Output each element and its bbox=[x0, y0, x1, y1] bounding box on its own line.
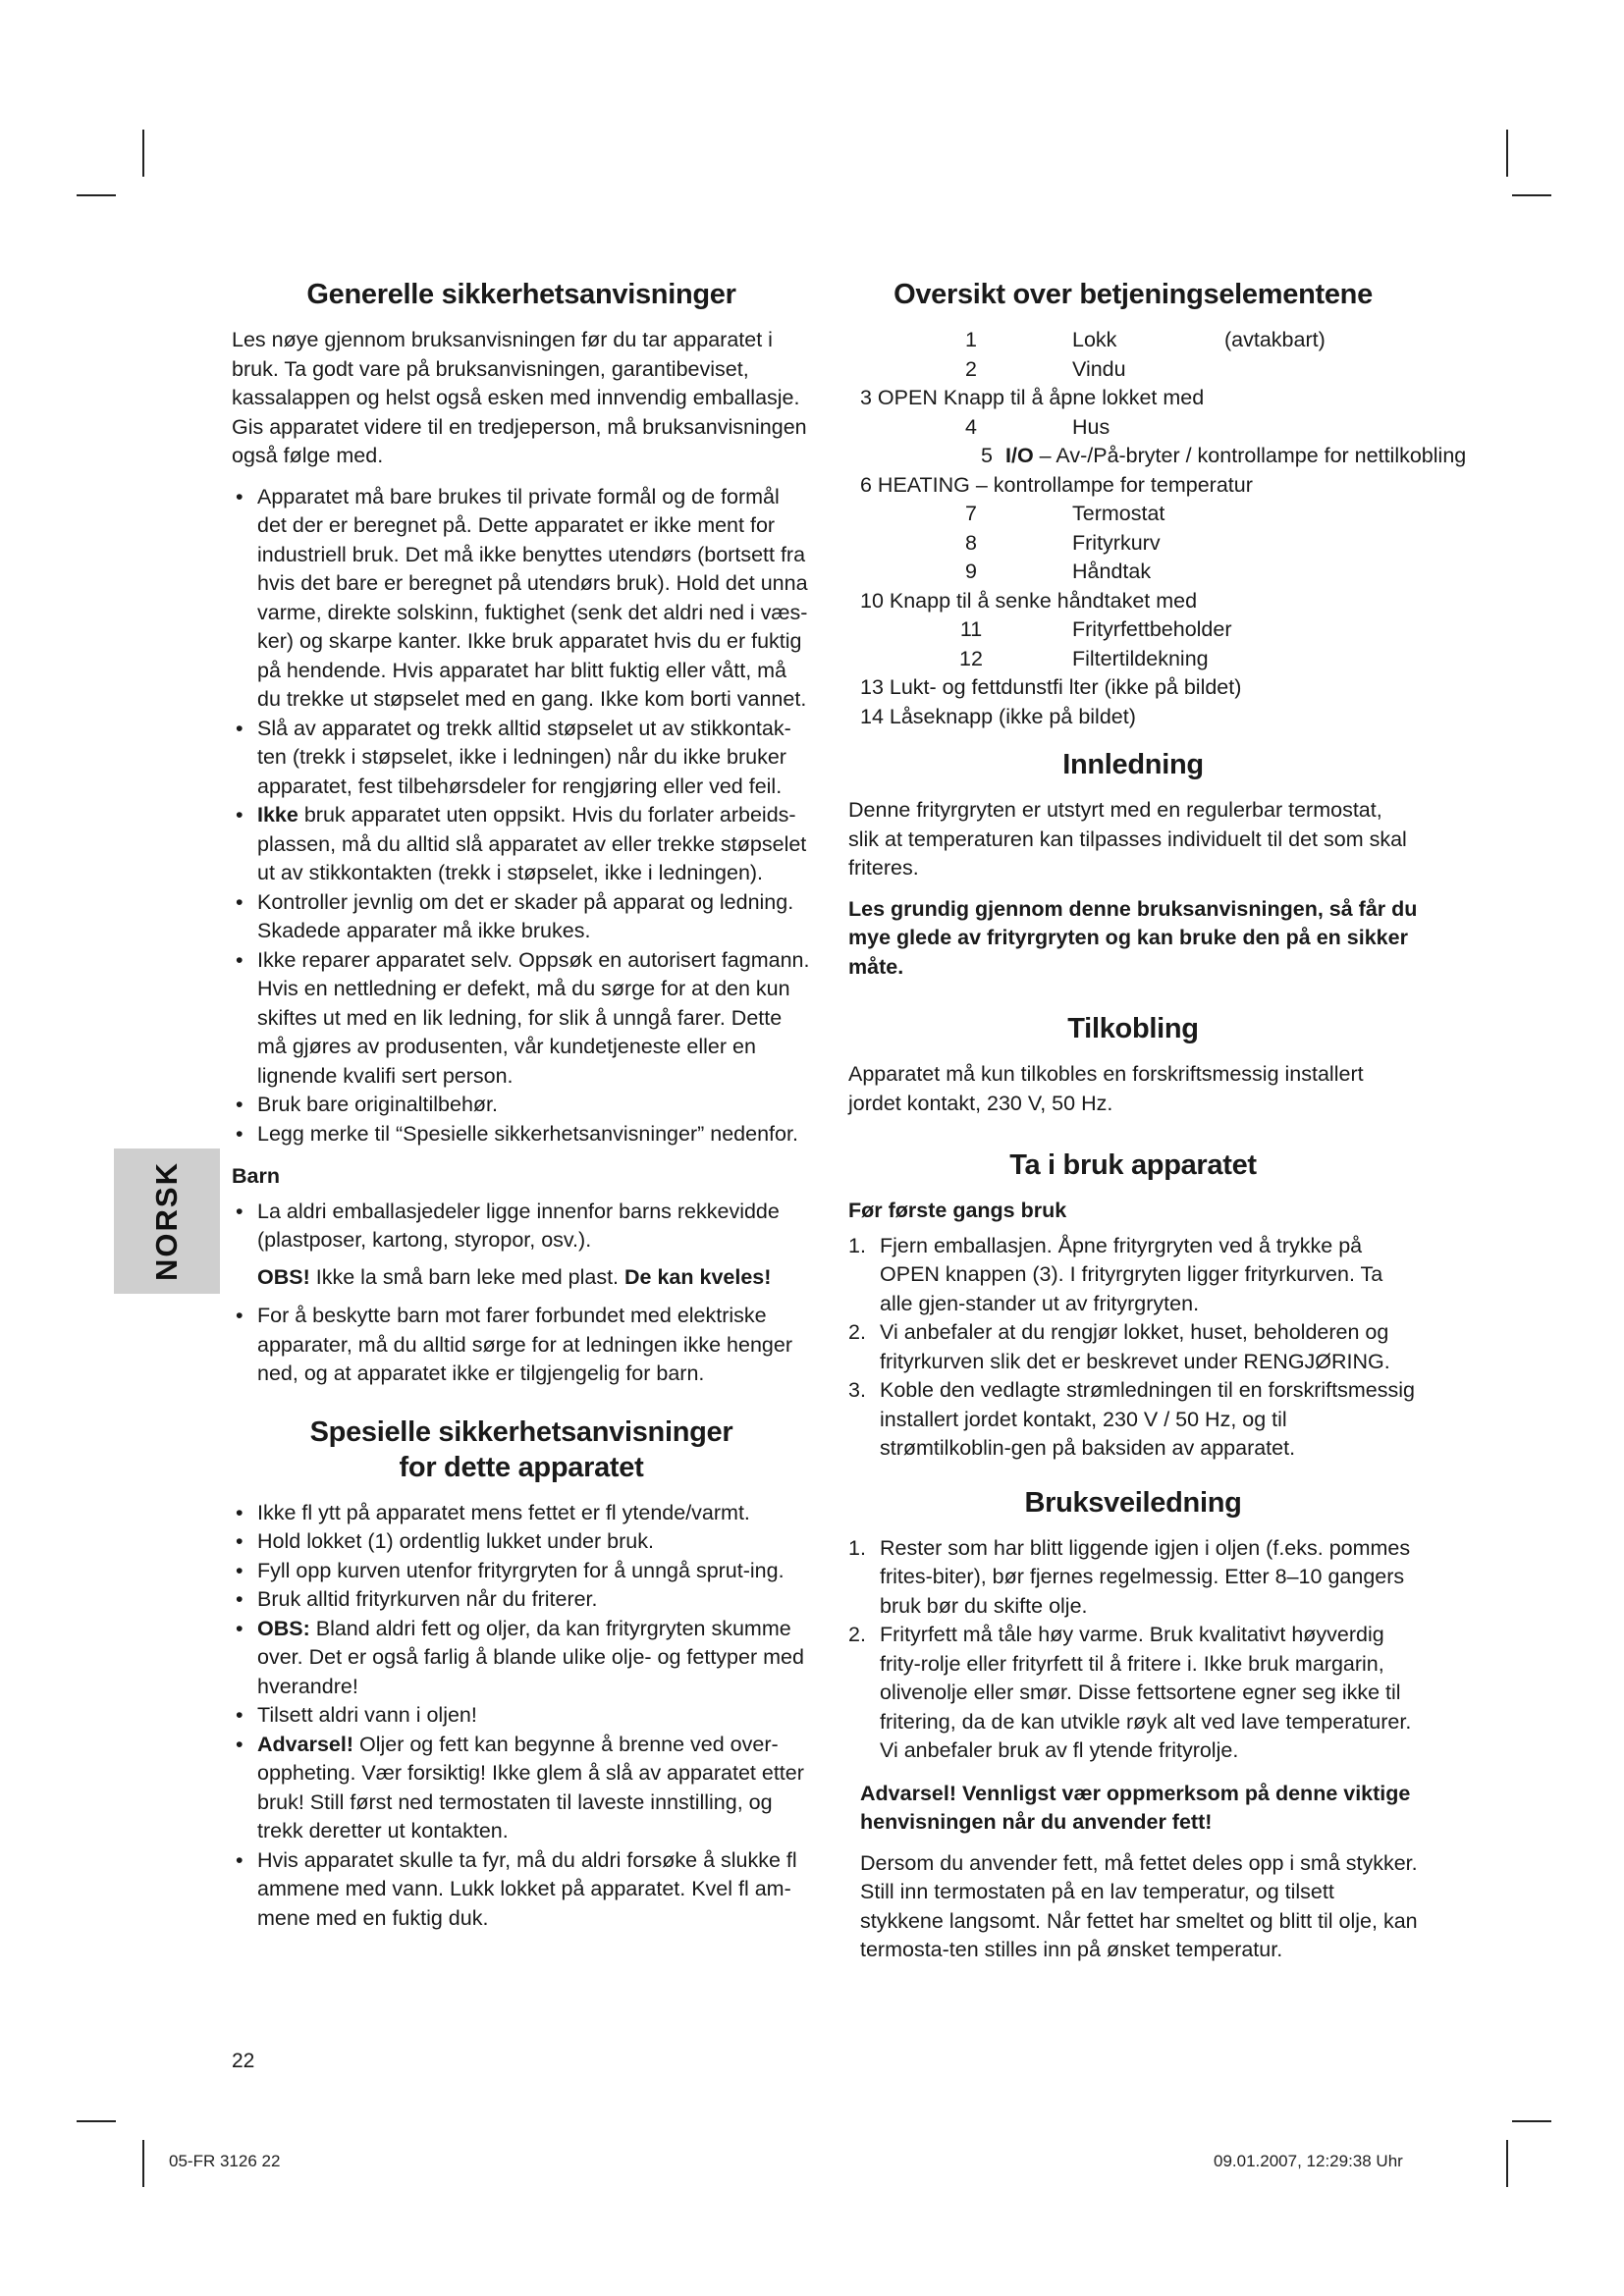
special-safety-heading bbox=[232, 1415, 811, 1485]
list-item-text: Oljer og fett kan begynne å brenne ved over-oppheting. Vær forsiktig! Ikke glem å slå av apparatet etter bruk! Still først ned termostaten til laveste innstilling, og trekk deretter ut kontakten. bbox=[257, 1732, 804, 1842]
part-label bbox=[1072, 529, 1161, 559]
list-item-emphasis: OBS: bbox=[257, 1616, 310, 1640]
list-item-text: Tilsett aldri vann i oljen! bbox=[257, 1703, 477, 1727]
part-row bbox=[848, 384, 1418, 413]
part-entry: 6 HEATING – kontrollampe for temperatur bbox=[860, 472, 1253, 497]
part-label-text: Termostat bbox=[1072, 502, 1165, 525]
fat-instructions: Dersom du anvender fett, må fettet deles opp i små stykker. Still inn termostaten på en lav temperatur, og tilsett stykkene langsomt. Når fettet har smeltet og blitt til olje, kan termosta-ten stilles inn på ønsket temperatur. bbox=[860, 1850, 1418, 1961]
step-number: 2. bbox=[848, 1320, 866, 1344]
part-row bbox=[848, 529, 1418, 559]
fat-warning: Advarsel! Vennligst vær oppmerksom på denne viktige henvisningen når du anvender fett! bbox=[860, 1781, 1411, 1834]
list-item-emphasis: Advarsel! bbox=[257, 1732, 353, 1756]
before-first-use-heading: Før første gangs bruk bbox=[848, 1199, 1067, 1222]
list-item bbox=[232, 1120, 811, 1149]
list-item-text: Apparatet må bare brukes til private formål og de formål det der er beregnet på. Dette apparatet er ikke ment for industriell bruk. Det må ikke benyttes utendørs (bortsett fra hvis det bare er beregnet på utendørs bruk). Hold det unna varme, direkte solskinn, fuktighet (senk det aldri ned i væs-ker) og skarpe kanter. Ikke bruk apparatet hvis du er fuktig på hendende. Hvis apparatet har blitt fuktig eller vått, må du trekke ut støpselet med en gang. Ikke kom borti vannet. bbox=[257, 484, 808, 711]
crop-mark bbox=[1512, 194, 1551, 196]
step-text: Koble den vedlagte strømledningen til en forskriftsmessig installert jordet kontakt, 230 V / 50 Hz, og til strømtilkoblin-gen på baksiden av apparatet. bbox=[880, 1378, 1415, 1460]
step-text: Vi anbefaler at du rengjør lokket, huset, beholderen og frityrkurven slik det er beskrevet under RENGJØRING. bbox=[880, 1320, 1390, 1373]
children-list-2 bbox=[232, 1302, 811, 1389]
part-entry: 13 Lukt- og fettdunstfi lter (ikke på bildet) bbox=[860, 675, 1242, 699]
list-item bbox=[232, 1615, 811, 1702]
connection-heading: Tilkobling bbox=[1067, 1013, 1199, 1044]
page-number: 22 bbox=[232, 2050, 255, 2072]
part-label-text: Vindu bbox=[1072, 356, 1126, 381]
step-number: 3. bbox=[848, 1378, 866, 1402]
crop-mark bbox=[77, 2120, 116, 2122]
children-list bbox=[232, 1198, 811, 1255]
part-label-text: – Av-/På-bryter / kontrollampe for nettilkobling bbox=[1033, 444, 1467, 467]
intro-text: Denne frityrgryten er utstyrt med en regulerbar termostat, slik at temperaturen kan tilpasses individuelt til det som skal friteres. bbox=[848, 798, 1407, 880]
usage-steps bbox=[848, 1534, 1418, 1766]
general-safety-intro: Les nøye gjennom bruksanvisningen før du tar apparatet i bruk. Ta godt vare på bruksanvisningen, garantibeviset, kassalappen og helst også esken med innvendig emballasje. Gis apparatet videre til en tredjeperson, må bruksanvisningen også følge med. bbox=[232, 328, 807, 467]
part-label bbox=[1072, 558, 1151, 587]
part-entry: 10 Knapp til å senke håndtaket med bbox=[860, 588, 1198, 613]
part-row bbox=[848, 703, 1418, 732]
part-row bbox=[848, 587, 1418, 616]
crop-mark bbox=[142, 2140, 144, 2187]
crop-mark bbox=[77, 194, 116, 196]
part-number: 7 bbox=[965, 502, 977, 525]
list-item bbox=[232, 1091, 811, 1120]
list-item-text: Legg merke til “Spesielle sikkerhetsanvisninger” nedenfor. bbox=[257, 1121, 798, 1146]
language-tab bbox=[114, 1148, 220, 1294]
list-item-emphasis: Ikke bbox=[257, 803, 298, 827]
part-row bbox=[848, 355, 1418, 385]
crop-mark bbox=[1506, 130, 1508, 177]
list-item-text: Slå av apparatet og trekk alltid støpselet ut av stikkontak-ten (trekk i støpselet, ikke i ledningen) når du ikke bruker apparatet, fest tilbehørsdeler for rengjøring eller ved feil. bbox=[257, 716, 791, 798]
part-number: 9 bbox=[965, 560, 977, 583]
list-item-text: Ikke fl ytt på apparatet mens fettet er fl ytende/varmt. bbox=[257, 1500, 750, 1524]
crop-mark bbox=[142, 130, 144, 177]
list-item bbox=[232, 1731, 811, 1846]
usage-heading: Bruksveiledning bbox=[1024, 1486, 1242, 1519]
part-row bbox=[848, 615, 1418, 645]
part-label bbox=[1005, 442, 1466, 471]
list-item bbox=[232, 946, 811, 1092]
list-item-text: bruk apparatet uten oppsikt. Hvis du forlater arbeids-plassen, må du alltid slå apparatet av eller trekke støpselet ut av stikkontakten (trekk i støpselet, ikke i ledningen). bbox=[257, 803, 807, 884]
list-item bbox=[232, 1585, 811, 1615]
part-entry: 3 OPEN Knapp til å åpne lokket med bbox=[860, 386, 1205, 409]
parts-list bbox=[848, 326, 1467, 731]
part-row bbox=[848, 471, 1418, 501]
left-column bbox=[232, 277, 811, 1947]
part-number: 1 bbox=[965, 328, 977, 351]
footer-timestamp: 09.01.2007, 12:29:38 Uhr bbox=[1214, 2152, 1403, 2170]
step-number: 1. bbox=[848, 1233, 866, 1257]
obs-emphasis: De kan kveles! bbox=[624, 1264, 772, 1289]
list-item bbox=[232, 801, 811, 888]
general-safety-list bbox=[232, 483, 811, 1149]
part-number: 12 bbox=[959, 646, 983, 670]
part-label-bold: I/O bbox=[1005, 444, 1034, 467]
part-note: (avtakbart) bbox=[1224, 328, 1326, 351]
list-item bbox=[232, 1527, 811, 1557]
list-item-text: Bruk bare originaltilbehør. bbox=[257, 1093, 498, 1116]
list-item bbox=[232, 1701, 811, 1731]
intro-emphasis: Les grundig gjennom denne bruksanvisningen, så får du mye glede av frityrgryten og kan bruke den på en sikker måte. bbox=[848, 896, 1418, 979]
list-item: • For å beskytte barn mot farer forbundet med elektriske apparater, må du alltid sørge for at ledningen ikke henger ned, og at apparatet ikke er tilgjengelig for barn. bbox=[232, 1302, 811, 1389]
step-item bbox=[848, 1232, 1418, 1319]
obs-text: Ikke la små barn leke med plast. bbox=[309, 1264, 625, 1289]
part-row bbox=[848, 558, 1418, 587]
part-number: 8 bbox=[965, 530, 977, 555]
footer-file-id: 05-FR 3126 22 bbox=[169, 2152, 281, 2170]
obs-label: OBS! bbox=[257, 1264, 310, 1289]
part-label bbox=[1072, 326, 1116, 355]
special-safety-heading-line1: Spesielle sikkerhetsanvisninger bbox=[309, 1415, 733, 1448]
children-heading: Barn bbox=[232, 1164, 280, 1188]
list-item-text: Ikke reparer apparatet selv. Oppsøk en autorisert fagmann. Hvis en nettledning er defekt, må du sørge for at den kun skiftes ut med en lik ledning, for slik å unngå farer. Dette må gjøres av produsenten, vår kundetjeneste eller en lignende kvalifi sert person. bbox=[257, 947, 810, 1088]
part-label bbox=[1072, 413, 1110, 443]
crop-mark bbox=[1506, 2140, 1508, 2187]
part-number: 2 bbox=[965, 356, 977, 381]
part-row bbox=[848, 442, 1467, 471]
list-item-text: Hold lokket (1) ordentlig lukket under bruk. bbox=[257, 1529, 654, 1553]
general-safety-heading: Generelle sikkerhetsanvisninger bbox=[306, 279, 736, 310]
part-entry: 14 Låseknapp (ikke på bildet) bbox=[860, 704, 1136, 728]
step-number: 1. bbox=[848, 1535, 866, 1560]
special-safety-list bbox=[232, 1499, 811, 1934]
part-label-text: Håndtak bbox=[1072, 560, 1152, 583]
overview-heading: Oversikt over betjeningselementene bbox=[893, 279, 1373, 310]
step-text: Rester som har blitt liggende igjen i oljen (f.eks. pommes frites-biter), bør fjernes regelmessig. Etter 8–10 gangers bruk bør du skifte olje. bbox=[880, 1535, 1411, 1618]
part-number: 5 bbox=[981, 444, 993, 467]
list-item bbox=[232, 715, 811, 802]
first-use-steps bbox=[848, 1232, 1418, 1464]
intro-heading: Innledning bbox=[1062, 749, 1204, 780]
crop-mark bbox=[1512, 2120, 1551, 2122]
part-label-text: Filtertildekning bbox=[1072, 646, 1209, 670]
part-label-text: Lokk bbox=[1072, 328, 1117, 351]
part-label bbox=[1072, 355, 1126, 385]
step-item bbox=[848, 1318, 1418, 1376]
part-label-text: Frityrfettbeholder bbox=[1072, 617, 1232, 641]
list-item-text: Bland aldri fett og oljer, da kan frityrgryten skumme over. Det er også farlig å blande ulike olje- og fettyper med hverandre! bbox=[257, 1616, 804, 1698]
language-tab-label: NORSK bbox=[149, 1161, 184, 1281]
part-label-text: Hus bbox=[1072, 414, 1110, 439]
part-row bbox=[848, 645, 1418, 674]
part-row bbox=[848, 500, 1418, 529]
part-row bbox=[848, 326, 1418, 355]
part-label-text: Frityrkurv bbox=[1072, 530, 1161, 555]
part-label bbox=[1072, 500, 1164, 529]
step-number: 2. bbox=[848, 1623, 866, 1646]
right-column bbox=[848, 277, 1467, 1977]
special-safety-heading-line2: for dette apparatet bbox=[399, 1451, 644, 1483]
list-item bbox=[232, 1499, 811, 1528]
step-item bbox=[848, 1621, 1418, 1766]
part-label bbox=[1072, 645, 1209, 674]
part-row bbox=[848, 673, 1418, 703]
part-label bbox=[1072, 615, 1232, 645]
part-number: 4 bbox=[965, 414, 977, 439]
obs-note bbox=[232, 1263, 811, 1293]
first-use-heading: Ta i bruk apparatet bbox=[1009, 1149, 1257, 1181]
list-item bbox=[232, 1557, 811, 1586]
list-item bbox=[232, 888, 811, 946]
connection-text: Apparatet må kun tilkobles en forskriftsmessig installert jordet kontakt, 230 V, 50 Hz. bbox=[848, 1062, 1364, 1115]
step-text: Frityrfett må tåle høy varme. Bruk kvalitativt høyverdig frity-rolje eller frityrfett til å fritere i. Ikke bruk margarin, olivenolje eller smør. Disse fettsortene egner seg ikke til fritering, da de kan utvikle røyk alt ved lave temperaturer. Vi anbefaler bruk av fl ytende frityrolje. bbox=[880, 1623, 1412, 1762]
part-number: 11 bbox=[959, 617, 983, 641]
list-item-text: Kontroller jevnlig om det er skader på apparat og ledning. Skadede apparater må ikke brukes. bbox=[257, 889, 794, 942]
step-item bbox=[848, 1534, 1418, 1622]
list-item-text: Fyll opp kurven utenfor frityrgryten for å unngå sprut-ing. bbox=[257, 1558, 785, 1582]
list-item bbox=[232, 1846, 811, 1934]
step-item bbox=[848, 1376, 1418, 1464]
list-item-text: Hvis apparatet skulle ta fyr, må du aldri forsøke å slukke fl ammene med vann. Lukk lokket på apparatet. Kvel fl am-mene med en fuktig duk. bbox=[257, 1847, 797, 1930]
part-row bbox=[848, 413, 1418, 443]
list-item-text: Bruk alltid frityrkurven når du friterer. bbox=[257, 1587, 598, 1611]
list-item: • La aldri emballasjedeler ligge innenfor barns rekkevidde (plastposer, kartong, styropor, osv.). bbox=[232, 1198, 811, 1255]
step-text: Fjern emballasjen. Åpne frityrgryten ved å trykke på OPEN knappen (3). I frityrgryten ligger frityrkurven. Ta alle gjen-stander ut av frityrgryten. bbox=[880, 1233, 1383, 1315]
list-item bbox=[232, 483, 811, 715]
